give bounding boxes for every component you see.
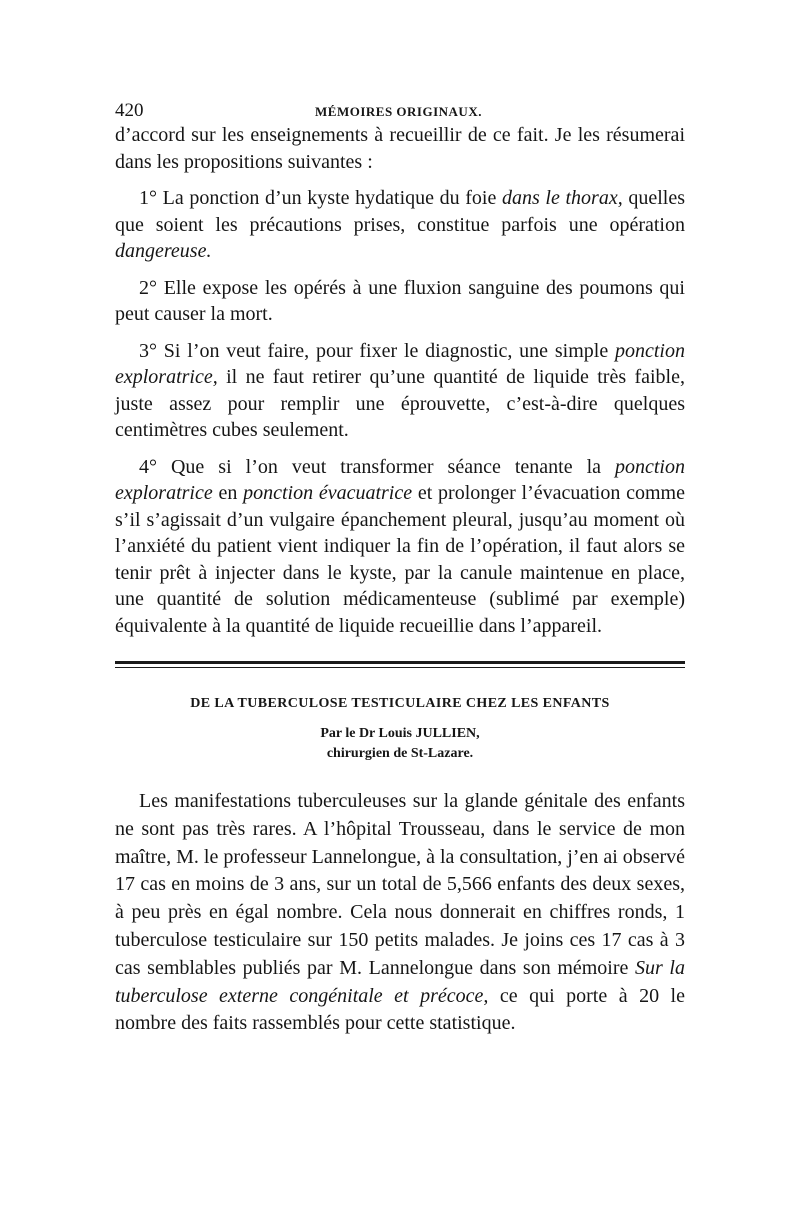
section-divider [115,661,685,668]
italic-text: dangereuse. [115,240,212,262]
italic-text: ponction évacuatrice [243,482,413,504]
text-run: 4° Que si l’on veut transformer séance tenante la [139,455,615,478]
text-run: en [212,482,244,504]
paragraph-proposition-1 [115,185,685,265]
paragraph-intro: d’accord sur les enseignements à recueillir de ce fait. Je les résumerai dans les propositions suivantes : [115,124,685,173]
running-head [115,96,685,122]
italic-text: ponction exploratrice, [115,339,685,388]
text-run: quelles que soient les précautions prises, constitue parfois une opération [115,187,686,236]
paragraph-article-body [115,788,685,1038]
text-run: 3° Si l’on veut faire, pour fixer le diagnostic, une simple [139,339,615,362]
page-number: 420 [115,100,144,121]
author-affiliation: chirurgien de St-Lazare. [326,746,474,761]
text-run: 1° La ponction d’un kyste hydatique du foie [139,187,502,209]
author-byline: Par le Dr Louis JULLIEN, [320,726,480,741]
text-run: et prolonger l’évacuation comme s’il s’agissait d’un vulgaire épanchement pleural, jusqu’au moment où l’anxiété du patient vient indiquer la fin de l’opération, il faut alors se tenir prêt à injecter dans le kyste, par la canule maintenue en place, une quantité de solution médicamenteuse (sublimé par exemple) équivalente à la quantité de liquide recueillie dans l’appareil. [115,482,685,637]
text-run: il ne faut retirer qu’une quantité de liquide très faible, juste assez pour remplir une éprouvette, c’est-à-dire quelques centimètres cubes seulement. [115,366,685,441]
paragraph-proposition-3 [115,338,685,444]
italic-text: ponction exploratrice [115,455,685,504]
italic-text: dans le thorax, [502,187,623,209]
running-title: MÉMOIRES ORIGINAUX. [315,104,482,119]
text-run: Les manifestations tuberculeuses sur la glande génitale des enfants ne sont pas très rares. A l’hôpital Trousseau, dans le service de mon maître, M. le professeur Lannelongue, à la consultation, j’en ai observé 17 cas en moins de 3 ans, sur un total de 5,566 enfants des deux sexes, à peu près en égal nombre. Cela nous donnerait en chiffres ronds, 1 tuberculose testiculaire sur 150 petits malades. Je joins ces 17 cas à 3 cas semblables publiés par M. Lannelongue dans son mémoire [115,790,685,979]
text-run: ce qui porte à 20 le nombre des faits rassemblés pour cette statistique. [115,984,685,1035]
article-title: DE LA TUBERCULOSE TESTICULAIRE CHEZ LES ENFANTS [190,696,610,711]
divider-thick [115,661,685,664]
paragraph-proposition-4 [115,454,685,640]
italic-text: Sur la tuberculose externe congénitale et précoce, [115,956,685,1007]
article-body [115,788,685,1038]
page [115,96,685,1038]
divider-thin [115,667,685,668]
paragraph-proposition-2: 2° Elle expose les opérés à une fluxion sanguine des poumons qui peut causer la mort. [115,276,685,325]
